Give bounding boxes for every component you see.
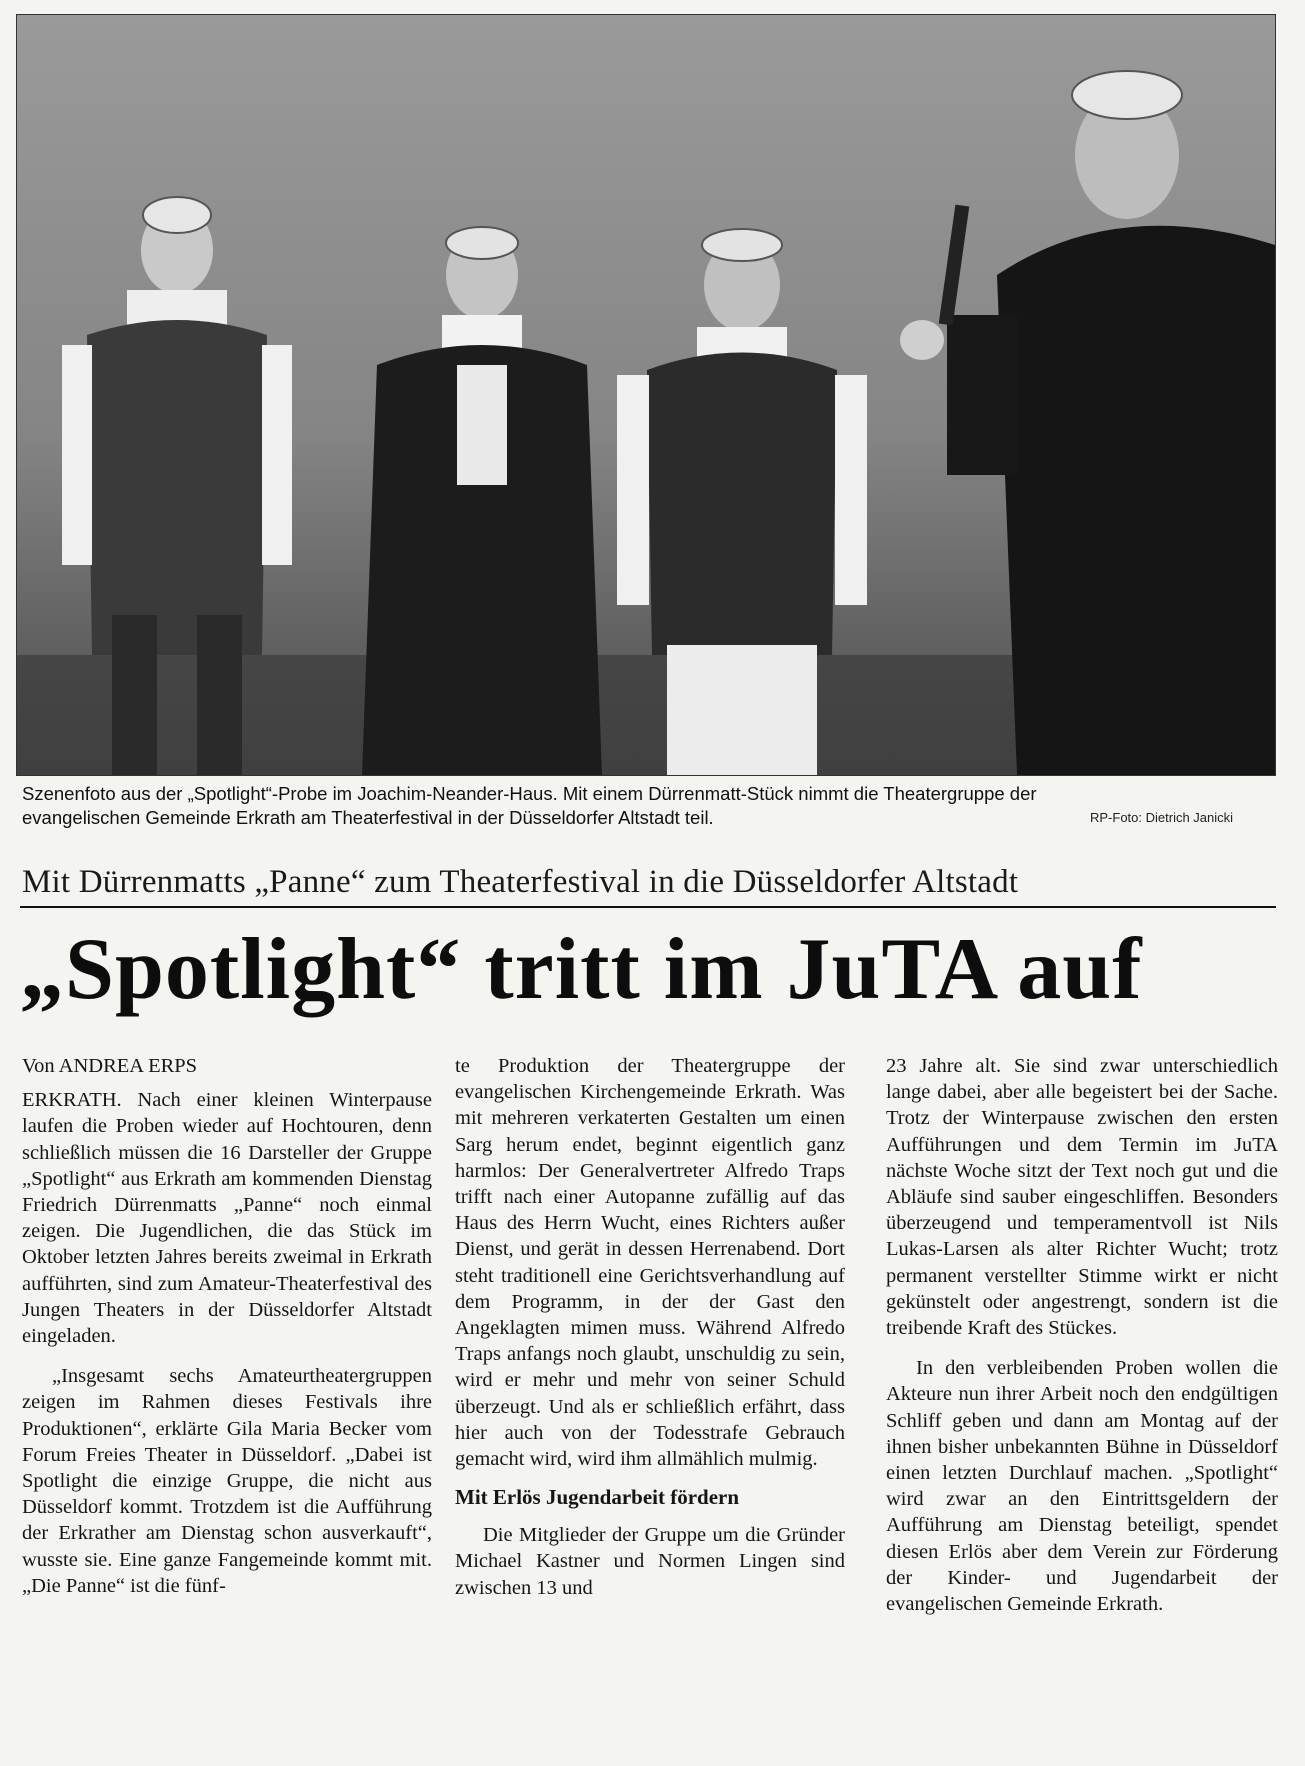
article-kicker: Mit Dürrenmatts „Panne“ zum Theaterfestival in die Düsseldorfer Altstadt <box>22 864 1019 900</box>
article-subheading: Mit Erlös Jugendarbeit fördern <box>455 1485 740 1510</box>
scene-photo <box>16 14 1276 776</box>
scene-photo-illustration <box>17 15 1275 775</box>
paragraph: „Insgesamt sechs Amateurtheatergruppen zeigen im Rahmen dieses Festivals ihre Produktionen“, erklärte Gila Maria Becker vom Forum Freies Theater in Düsseldorf. „Dabei ist Spotlight die einzige Gruppe, die nicht aus Düsseldorf kommt. Trotzdem ist die Aufführung der Erkrather am Dienstag schon ausverkauft“, wusste sie. Eine ganze Fangemeinde kommt mit. „Die Panne“ ist die fünf- <box>22 1365 432 1597</box>
paragraph: 23 Jahre alt. Sie sind zwar unterschiedlich lange dabei, aber alle begeistert bei der Sache. Trotz der Winterpause zwischen den ersten Aufführungen und dem Termin im JuTA nächste Woche sitzt der Text noch gut und die Abläufe sind sauber eingeschliffen. Besonders überzeugend und temperamentvoll ist Nils Lukas-Larsen als alter Richter Wucht; trotz permanent verstellter Stimme wirkt er nicht gekünstelt oder angestrengt, sondern ist die treibende Kraft des Stückes. <box>886 1055 1278 1340</box>
kicker-divider <box>20 906 1276 908</box>
paragraph: Die Mitglieder der Gruppe um die Gründer Michael Kastner und Normen Lingen sind zwischen 13 und <box>455 1524 845 1599</box>
photo-caption: Szenenfoto aus der „Spotlight“-Probe im Joachim-Neander-Haus. Mit einem Dürrenmatt-Stück nimmt die Theatergruppe der evangelischen Gemeinde Erkrath am Theaterfestival in der Düsseldorfer Altstadt teil. <box>22 783 1037 828</box>
article-headline: „Spotlight“ tritt im JuTA auf <box>20 921 1143 1018</box>
photo-credit: RP-Foto: Dietrich Janicki <box>1090 810 1234 825</box>
paragraph: ERKRATH. Nach einer kleinen Winterpause laufen die Proben wieder auf Hochtouren, denn schließlich müssen die 16 Darsteller der Gruppe „Spotlight“ aus Erkrath am kommenden Dienstag Friedrich Dürrenmatts „Panne“ noch einmal zeigen. Die Jugendlichen, die das Stück im Oktober letzten Jahres bereits zweimal in Erkrath aufführten, sind zum Amateur-Theaterfestival des Jungen Theaters in der Düsseldorfer Altstadt eingeladen. <box>22 1089 432 1348</box>
paragraph: te Produktion der Theatergruppe der evangelischen Kirchengemeinde Erkrath. Was mit mehreren verkaterten Gestalten um einen Sarg herum endet, beginnt eigentlich ganz harmlos: Der Generalvertreter Alfredo Traps trifft nach einer Autopanne zufällig auf das Haus des Herrn Wucht, eines Richters außer Dienst, und gerät in dessen Herrenabend. Dort steht traditionell eine Gerichtsverhandlung auf dem Programm, in der der Gast den Angeklagten mimen muss. Während Alfredo Traps anfangs noch glaubt, unschuldig zu sein, wird er mehr und mehr von seiner Schuld überzeugt. Und als er schließlich erfährt, dass hier auch von der Todesstrafe Gebrauch gemacht wird, wird ihm allmählich mulmig. <box>455 1055 845 1471</box>
paragraph: In den verbleibenden Proben wollen die Akteure nun ihrer Arbeit noch den endgültigen Schliff geben und dann am Montag auf der ihnen bisher unbekannten Bühne in Düsseldorf einen letzten Durchlauf machen. „Spotlight“ wird zwar an den Eintrittsgeldern der Aufführung am Dienstag beteiligt, spendet diesen Erlös aber dem Verein zur Förderung der Kinder- und Jugendarbeit der evangelischen Gemeinde Erkrath. <box>886 1357 1278 1616</box>
byline: Von ANDREA ERPS <box>22 1055 198 1077</box>
article-column-1 <box>22 1053 432 1599</box>
article-column-3 <box>886 1053 1278 1617</box>
article-column-2 <box>455 1053 845 1601</box>
